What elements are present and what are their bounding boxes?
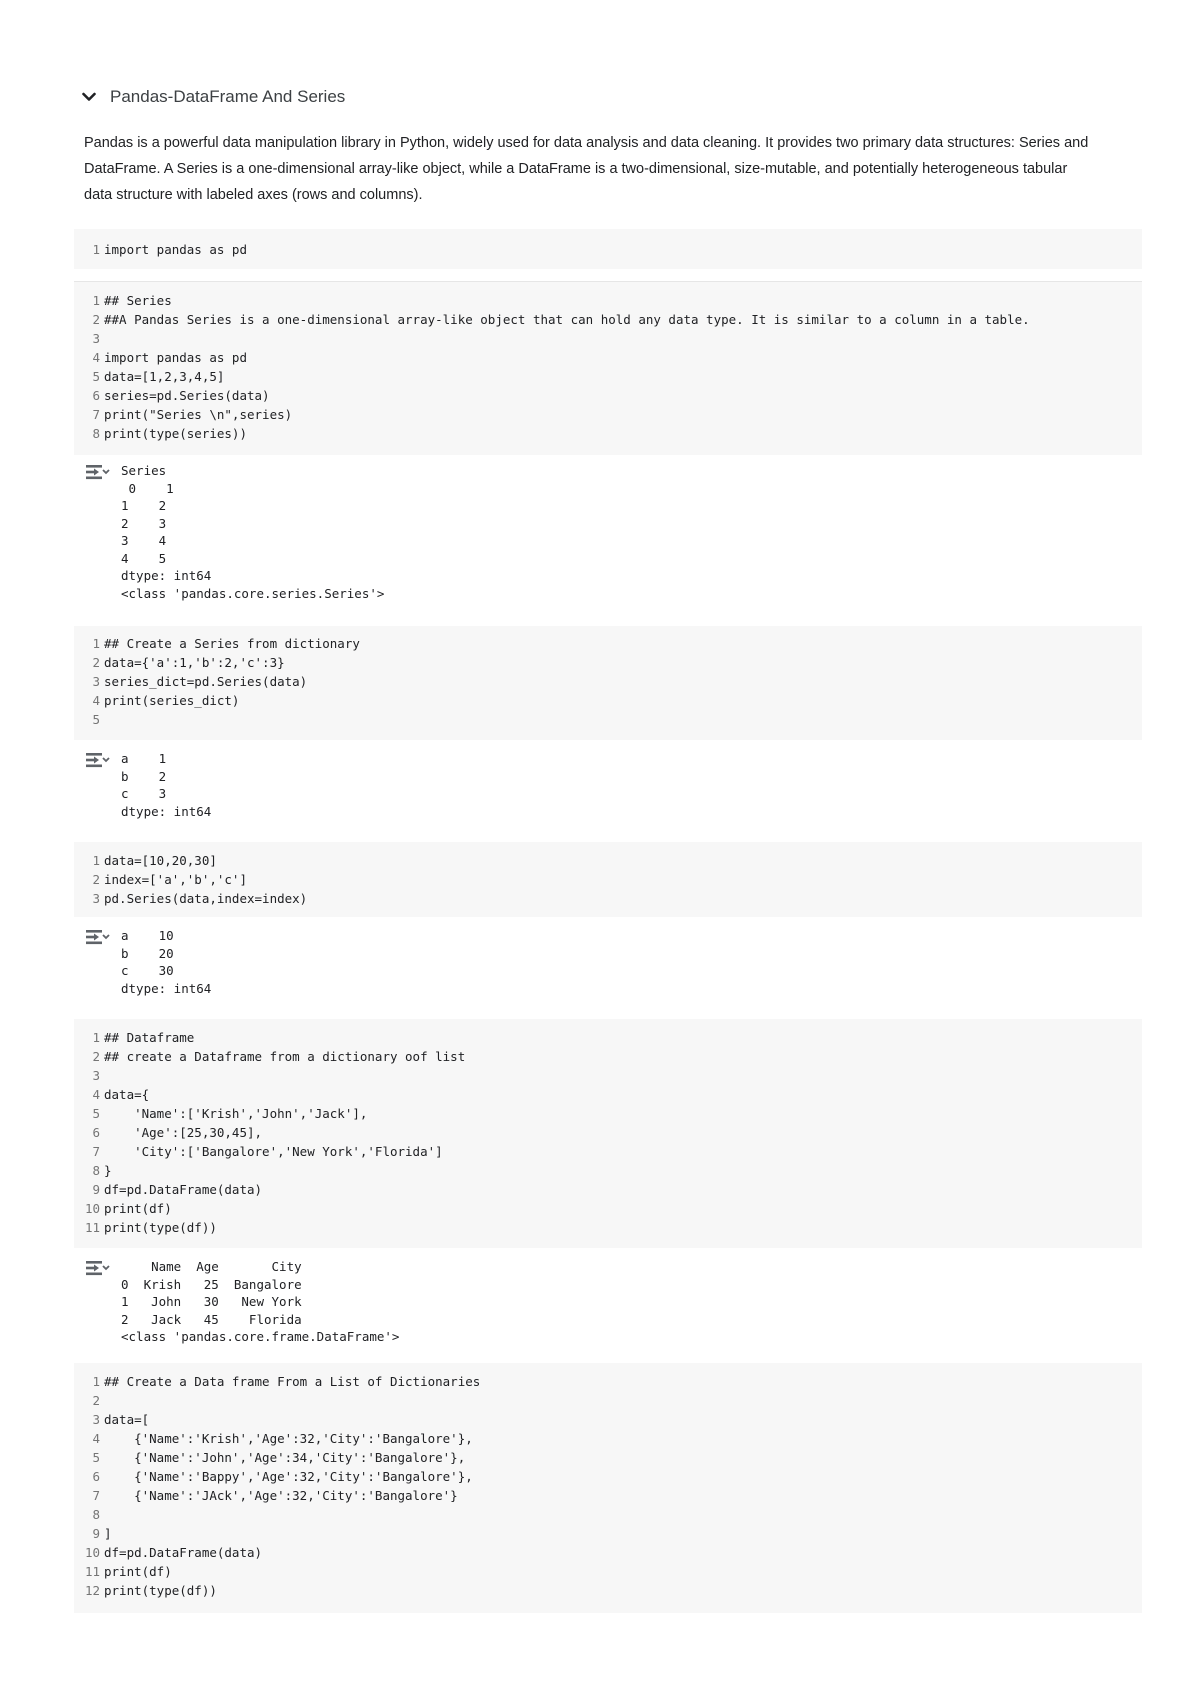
code-editor[interactable]	[74, 626, 1142, 729]
code-line	[74, 672, 1142, 691]
section-header[interactable]	[78, 86, 345, 108]
code-text: import pandas as pd	[104, 242, 247, 257]
code-line	[74, 405, 1142, 424]
code-cell[interactable]	[74, 229, 1142, 269]
code-text: ## create a Dataframe from a dictionary oof list	[104, 1049, 466, 1064]
line-number: 1	[92, 242, 100, 257]
code-line	[74, 1142, 1142, 1161]
code-text: data={'a':1,'b':2,'c':3}	[104, 655, 285, 670]
code-line	[74, 1028, 1142, 1047]
code-line	[74, 424, 1142, 443]
code-text: {'Name':'John','Age':34,'City':'Bangalore'},	[104, 1450, 466, 1465]
code-text: print(type(series))	[104, 426, 247, 441]
code-line	[74, 1085, 1142, 1104]
code-line	[74, 1467, 1142, 1486]
intro-text-cell[interactable]	[84, 130, 1094, 208]
line-number: 4	[92, 1087, 100, 1102]
line-number: 4	[92, 350, 100, 365]
chevron-down-icon[interactable]	[78, 86, 100, 108]
code-text: import pandas as pd	[104, 350, 247, 365]
code-editor[interactable]	[74, 282, 1142, 443]
line-number: 2	[92, 1049, 100, 1064]
output-toggle-icon[interactable]	[84, 750, 110, 770]
code-line	[74, 1218, 1142, 1237]
line-number: 2	[92, 312, 100, 327]
line-number: 12	[84, 1583, 100, 1598]
output-text: a 10 b 20 c 30 dtype: int64	[121, 928, 212, 996]
line-number: 7	[92, 1144, 100, 1159]
line-number: 1	[92, 1030, 100, 1045]
code-text: data=[10,20,30]	[104, 853, 217, 868]
code-line	[74, 710, 1142, 729]
code-cell[interactable]	[74, 1363, 1142, 1613]
line-number: 3	[92, 331, 100, 346]
line-number: 5	[92, 1450, 100, 1465]
line-number: 10	[84, 1201, 100, 1216]
code-line	[74, 348, 1142, 367]
code-text: {'Name':'Bappy','Age':32,'City':'Bangalore'},	[104, 1469, 473, 1484]
line-number: 3	[92, 1068, 100, 1083]
code-text: print(type(df))	[104, 1220, 217, 1235]
code-line	[74, 1429, 1142, 1448]
line-number: 1	[92, 1374, 100, 1389]
line-number: 4	[92, 693, 100, 708]
output-toggle-icon[interactable]	[84, 927, 110, 947]
line-number: 10	[84, 1545, 100, 1560]
line-number: 2	[92, 872, 100, 887]
code-line	[74, 1524, 1142, 1543]
line-number: 11	[84, 1564, 100, 1579]
code-line	[74, 1448, 1142, 1467]
code-text: ## Series	[104, 293, 172, 308]
code-cell[interactable]	[74, 842, 1142, 917]
line-number: 1	[92, 853, 100, 868]
line-number: 4	[92, 1431, 100, 1446]
code-line	[74, 691, 1142, 710]
code-text: print(df)	[104, 1564, 172, 1579]
line-number: 11	[84, 1220, 100, 1235]
code-text: 'Name':['Krish','John','Jack'],	[104, 1106, 368, 1121]
code-line	[74, 240, 1142, 259]
line-number: 9	[92, 1182, 100, 1197]
code-cell[interactable]	[74, 281, 1142, 455]
code-text: ]	[104, 1526, 112, 1541]
code-text: print(series_dict)	[104, 693, 240, 708]
code-line	[74, 653, 1142, 672]
line-number: 8	[92, 1507, 100, 1522]
code-line	[74, 1410, 1142, 1429]
code-line	[74, 1199, 1142, 1218]
code-line	[74, 329, 1142, 348]
line-number: 7	[92, 407, 100, 422]
code-line	[74, 386, 1142, 405]
code-line	[74, 367, 1142, 386]
output-toggle-icon[interactable]	[84, 462, 110, 482]
line-number: 5	[92, 369, 100, 384]
code-text: print(type(df))	[104, 1583, 217, 1598]
code-editor[interactable]	[74, 842, 1142, 908]
line-number: 6	[92, 1125, 100, 1140]
intro-paragraph: Pandas is a powerful data manipulation library in Python, widely used for data analysis and data cleaning. It provides two primary data structures: Series and DataFrame. A Series is a one-dimensional array-like object, while a DataFrame is a two-dimensional, size-mutable, and potentially heterogeneous tabular data structure with labeled axes (rows and columns).	[84, 135, 1089, 203]
line-number: 7	[92, 1488, 100, 1503]
code-text: series_dict=pd.Series(data)	[104, 674, 308, 689]
line-number: 3	[92, 1412, 100, 1427]
code-line	[74, 1161, 1142, 1180]
line-number: 6	[92, 388, 100, 403]
line-number: 1	[92, 636, 100, 651]
code-text: series=pd.Series(data)	[104, 388, 270, 403]
code-text: data={	[104, 1087, 150, 1102]
output-text: Name Age City 0 Krish 25 Bangalore 1 John 30 New York 2 Jack 45 Florida <class 'pandas.core.frame.DataFrame'>	[121, 1259, 400, 1344]
line-number: 5	[92, 1106, 100, 1121]
code-line	[74, 310, 1142, 329]
code-text: pd.Series(data,index=index)	[104, 891, 308, 906]
output-text: Series 0 1 1 2 2 3 3 4 4 5 dtype: int64 <class 'pandas.core.series.Series'>	[121, 463, 385, 601]
code-line	[74, 634, 1142, 653]
code-text: index=['a','b','c']	[104, 872, 247, 887]
code-text: ## Create a Series from dictionary	[104, 636, 360, 651]
code-text: 'Age':[25,30,45],	[104, 1125, 263, 1140]
code-line	[74, 889, 1142, 908]
code-text: df=pd.DataFrame(data)	[104, 1545, 263, 1560]
code-text: print("Series \n",series)	[104, 407, 293, 422]
code-line	[74, 851, 1142, 870]
code-line	[74, 1581, 1142, 1600]
code-line	[74, 1047, 1142, 1066]
code-text: {'Name':'JAck','Age':32,'City':'Bangalore'}	[104, 1488, 458, 1503]
output-text: a 1 b 2 c 3 dtype: int64	[121, 751, 212, 819]
code-text: data=[	[104, 1412, 150, 1427]
section-title: Pandas-DataFrame And Series	[110, 87, 346, 106]
line-number: 9	[92, 1526, 100, 1541]
line-number: 2	[92, 655, 100, 670]
code-text: }	[104, 1163, 112, 1178]
code-editor[interactable]	[74, 229, 1142, 259]
code-line	[74, 291, 1142, 310]
code-line	[74, 1066, 1142, 1085]
code-cell[interactable]	[74, 626, 1142, 740]
code-line	[74, 1505, 1142, 1524]
line-number: 5	[92, 712, 100, 727]
line-number: 8	[92, 1163, 100, 1178]
code-text: {'Name':'Krish','Age':32,'City':'Bangalore'},	[104, 1431, 473, 1446]
code-line	[74, 1391, 1142, 1410]
code-editor[interactable]	[74, 1363, 1142, 1600]
line-number: 6	[92, 1469, 100, 1484]
code-line	[74, 1543, 1142, 1562]
code-text: 'City':['Bangalore','New York','Florida']	[104, 1144, 443, 1159]
line-number: 2	[92, 1393, 100, 1408]
code-line	[74, 1104, 1142, 1123]
code-text: ## Create a Data frame From a List of Dictionaries	[104, 1374, 481, 1389]
code-text: df=pd.DataFrame(data)	[104, 1182, 263, 1197]
code-line	[74, 1123, 1142, 1142]
code-line	[74, 870, 1142, 889]
line-number: 8	[92, 426, 100, 441]
code-text: ## Dataframe	[104, 1030, 195, 1045]
code-text: ##A Pandas Series is a one-dimensional array-like object that can hold any data type. It is similar to a column in a table.	[104, 312, 1030, 327]
code-text: print(df)	[104, 1201, 172, 1216]
code-text: data=[1,2,3,4,5]	[104, 369, 225, 384]
code-line	[74, 1562, 1142, 1581]
line-number: 3	[92, 891, 100, 906]
code-line	[74, 1372, 1142, 1391]
line-number: 3	[92, 674, 100, 689]
output-toggle-icon[interactable]	[84, 1258, 110, 1278]
code-editor[interactable]	[74, 1019, 1142, 1237]
code-line	[74, 1180, 1142, 1199]
code-cell[interactable]	[74, 1019, 1142, 1248]
line-number: 1	[92, 293, 100, 308]
code-line	[74, 1486, 1142, 1505]
